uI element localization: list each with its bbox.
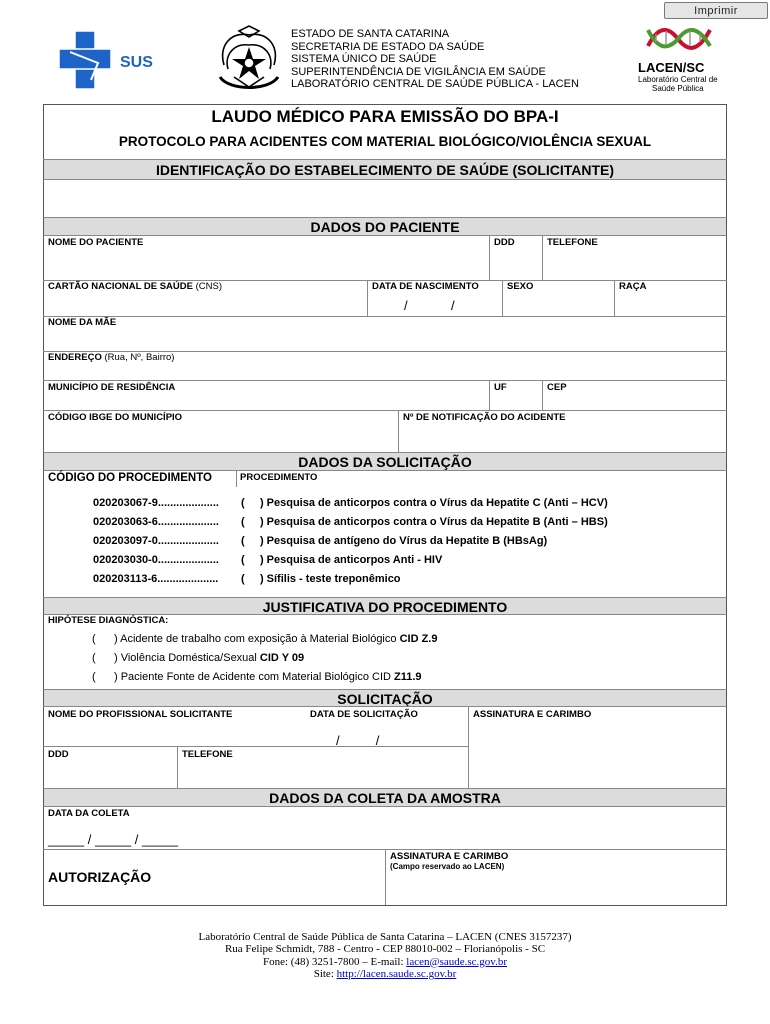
procedure-code: 020203097-0.................... — [93, 535, 219, 547]
procedure-code: 020203113-6.................... — [93, 573, 219, 585]
procedure-option[interactable]: ( ) Pesquisa de anticorpos contra o Vírus da Hepatite C (Anti – HCV) — [241, 497, 608, 509]
procedure-option[interactable]: ( ) Pesquisa de anticorpos contra o Vírus da Hepatite B (Anti – HBS) — [241, 516, 608, 528]
procedure-option[interactable]: ( ) Pesquisa de anticorpos Anti - HIV — [241, 554, 443, 566]
label-procedure-code: CÓDIGO DO PROCEDIMENTO — [48, 472, 212, 484]
diagnosis-text: ( ) Paciente Fonte de Acidente com Material Biológico CID — [92, 671, 395, 683]
label-notification-number: Nº DE NOTIFICAÇÃO DO ACIDENTE — [403, 412, 566, 423]
label-phone: TELEFONE — [547, 237, 598, 248]
label-request-date: DATA DE SOLICITAÇÃO — [310, 709, 418, 720]
footer-lab-name: Laboratório Central de Saúde Pública de Santa Catarina – LACEN (CNES 3157237) — [198, 931, 572, 943]
footer-site-link[interactable]: http://lacen.saude.sc.gov.br — [336, 967, 457, 980]
diagnosis-text: ( ) Violência Doméstica/Sexual — [92, 652, 260, 664]
lacen-logo-sub2: Saúde Pública — [652, 84, 704, 93]
label-address-normal: (Rua, Nº, Bairro) — [101, 352, 175, 363]
print-button[interactable]: Imprimir — [664, 2, 768, 19]
procedure-code: 020203067-9.................... — [93, 497, 219, 509]
procedure-code: 020203030-0.................... — [93, 554, 219, 566]
label-cns — [48, 281, 222, 292]
label-signature: ASSINATURA E CARIMBO — [473, 709, 592, 720]
patient-ddd-field[interactable] — [490, 250, 541, 278]
procedure-code: 020203063-6.................... — [93, 516, 219, 528]
header-lab: LABORATÓRIO CENTRAL DE SAÚDE PÚBLICA - LACEN — [291, 78, 579, 91]
label-birth-date: DATA DE NASCIMENTO — [372, 281, 479, 292]
collection-date-blank[interactable]: _____ / _____ / _____ — [48, 832, 179, 847]
sus-logo-text: SUS — [120, 54, 153, 71]
label-professional-name: NOME DO PROFISSIONAL SOLICITANTE — [48, 709, 233, 720]
footer-address: Rua Felipe Schmidt, 788 - Centro - CEP 88010-002 – Florianópolis - SC — [224, 943, 546, 956]
header-secretariat: SECRETARIA DE ESTADO DA SAÚDE — [291, 40, 485, 53]
diagnosis-text: ( ) Acidente de trabalho com exposição à Material Biológico — [92, 633, 400, 645]
diagnosis-cid: Z11.9 — [394, 671, 422, 683]
sus-logo — [58, 30, 168, 90]
label-cns-bold: CARTÃO NACIONAL DE SAÚDE — [48, 281, 193, 292]
label-cep: CEP — [547, 382, 567, 393]
label-ddd-2: DDD — [48, 749, 69, 760]
section-patient: DADOS DO PACIENTE — [44, 218, 726, 235]
label-race: RAÇA — [619, 281, 647, 292]
diagnosis-option-violence[interactable] — [92, 652, 304, 664]
footer-contact — [0, 956, 770, 968]
label-sex: SEXO — [507, 281, 534, 292]
form-title: LAUDO MÉDICO PARA EMISSÃO DO BPA-I — [211, 107, 559, 126]
label-address — [48, 352, 174, 363]
label-diagnostic-hypothesis: HIPÓTESE DIAGNÓSTICA: — [48, 615, 169, 626]
coat-of-arms-icon — [214, 25, 284, 95]
header-system: SISTEMA ÚNICO DE SAÚDE — [291, 53, 437, 66]
label-mother-name: NOME DA MÃE — [48, 317, 117, 328]
lacen-logo-sub1: Laboratório Central de — [638, 75, 718, 84]
lacen-logo-title: LACEN/SC — [638, 60, 705, 75]
establishment-field[interactable] — [44, 180, 726, 217]
section-sample-collection: DADOS DA COLETA DA AMOSTRA — [44, 789, 726, 806]
diagnosis-cid: CID Y 09 — [259, 652, 305, 664]
footer — [0, 931, 770, 980]
label-patient-name: NOME DO PACIENTE — [48, 237, 144, 248]
section-establishment: IDENTIFICAÇÃO DO ESTABELECIMENTO DE SAÚDE (SOLICITANTE) — [44, 160, 726, 179]
label-signature-2: ASSINATURA E CARIMBO — [390, 851, 509, 862]
label-reserved-lacen: (Campo reservado ao LACEN) — [390, 862, 505, 871]
footer-email-link[interactable]: lacen@saude.sc.gov.br — [406, 955, 508, 968]
form-subtitle: PROTOCOLO PARA ACIDENTES COM MATERIAL BIOLÓGICO/VIOLÊNCIA SEXUAL — [118, 134, 652, 149]
diagnosis-option-work-accident[interactable] — [92, 633, 437, 645]
label-collection-date: DATA DA COLETA — [48, 808, 130, 819]
diagnosis-cid: CID Z.9 — [399, 633, 438, 645]
lacen-logo — [638, 24, 728, 94]
label-cns-normal: (CNS) — [192, 281, 222, 292]
label-ibge-code: CÓDIGO IBGE DO MUNICÍPIO — [48, 412, 183, 423]
label-ddd: DDD — [494, 237, 515, 248]
header-superintendence: SUPERINTENDÊNCIA DE VIGILÂNCIA EM SAÚDE — [291, 65, 546, 78]
section-request-data: DADOS DA SOLICITAÇÃO — [44, 453, 726, 470]
procedure-option[interactable]: ( ) Pesquisa de antígeno do Vírus da Hepatite B (HBsAg) — [241, 535, 548, 547]
label-phone-2: TELEFONE — [182, 749, 233, 760]
footer-site — [0, 968, 770, 980]
section-justification: JUSTIFICATIVA DO PROCEDIMENTO — [44, 598, 726, 614]
patient-name-field[interactable] — [44, 250, 488, 278]
label-procedure: PROCEDIMENTO — [240, 472, 318, 483]
section-request: SOLICITAÇÃO — [44, 690, 726, 706]
label-municipality: MUNICÍPIO DE RESIDÊNCIA — [48, 382, 176, 393]
request-date-slashes[interactable]: / / — [336, 733, 380, 748]
authorization-label: AUTORIZAÇÃO — [48, 869, 152, 885]
header-state: ESTADO DE SANTA CATARINA — [291, 28, 450, 40]
procedure-option[interactable]: ( ) Sífilis - teste treponêmico — [241, 573, 401, 585]
birth-date-slashes[interactable]: / / — [404, 298, 455, 313]
diagnosis-option-source-patient[interactable] — [92, 671, 422, 683]
header-text — [291, 28, 579, 91]
footer-site-prefix: Site: — [313, 967, 337, 980]
patient-phone-field[interactable] — [543, 250, 726, 278]
dna-icon — [638, 24, 728, 54]
label-address-bold: ENDEREÇO — [48, 352, 102, 363]
label-uf: UF — [494, 382, 507, 393]
mother-name-field[interactable] — [44, 330, 726, 350]
footer-phone: Fone: (48) 3251-7800 – E-mail: — [262, 955, 407, 968]
